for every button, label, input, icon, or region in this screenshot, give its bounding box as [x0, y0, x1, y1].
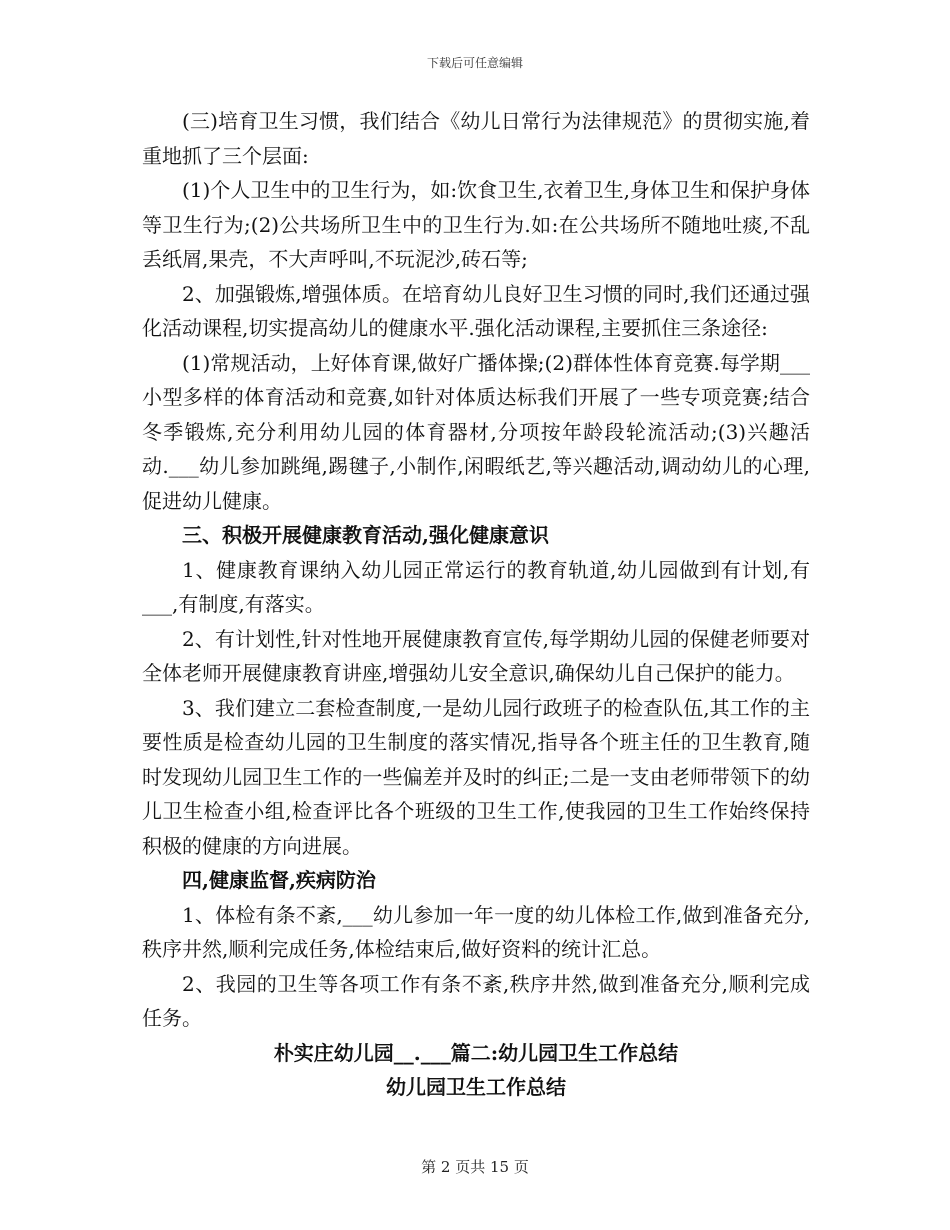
- document-body: [142, 104, 810, 1105]
- paragraph-inspection-system: 3、我们建立二套检查制度,一是幼儿园行政班子的检查队伍,其工作的主要性质是检查幼儿园的卫生制度的落实情况,指导各个班主任的卫生教育,随时发现幼儿园卫生工作的一些偏差并及时的纠正;二是一支由老师带领下的幼儿卫生检查小组,检查评比各个班级的卫生工作,使我园的卫生工作始终保持积极的健康的方向进展。: [142, 695, 810, 858]
- paragraph-physical-exam: 1、体检有条不紊,___幼儿参加一年一度的幼儿体检工作,做到准备充分,秩序井然,顺利完成任务,体检结束后,做好资料的统计汇总。: [142, 902, 810, 961]
- paragraph-exercise: 2、加强锻炼,增强体质。在培育幼儿良好卫生习惯的同时,我们还通过强化活动课程,切实提高幼儿的健康水平.强化活动课程,主要抓住三条途径:: [142, 281, 810, 340]
- part-two-title: 朴实庄幼儿园__.___篇二:幼儿园卫生工作总结: [273, 1040, 679, 1065]
- section-heading-health-education: 三、积极开展健康教育活动,强化健康意识: [182, 523, 549, 547]
- section-heading-health-supervision: 四,健康监督,疾病防治: [182, 868, 376, 892]
- paragraph-orderly-work: 2、我园的卫生等各项工作有条不紊,秩序井然,做到准备充分,顺利完成任务。: [142, 971, 810, 1030]
- paragraph-education-publicity: 2、有计划性,针对性地开展健康教育宣传,每学期幼儿园的保健老师要对全体老师开展健康教育讲座,增强幼儿安全意识,确保幼儿自己保护的能力。: [142, 626, 810, 685]
- paragraph-education-curriculum: 1、健康教育课纳入幼儿园正常运行的教育轨道,幼儿园做到有计划,有___,有制度,有落实。: [142, 557, 810, 616]
- summary-title: 幼儿园卫生工作总结: [386, 1075, 566, 1099]
- paragraph-hygiene-habits: (三)培育卫生习惯，我们结合《幼儿日常行为法律规范》的贯彻实施,着重地抓了三个层面:: [142, 109, 810, 168]
- paragraph-personal-public-hygiene: (1)个人卫生中的卫生行为，如:饮食卫生,衣着卫生,身体卫生和保护身体等卫生行为;(2)公共场所卫生中的卫生行为.如:在公共场所不随地吐痰,不乱丢纸屑,果壳，不大声呼叫,不玩泥沙,砖石等;: [142, 178, 810, 271]
- page-number: 第 2 页共 15 页: [421, 1158, 529, 1176]
- page-header-note: 下载后可任意编辑: [426, 56, 523, 70]
- paragraph-activity-routes: (1)常规活动，上好体育课,做好广播体操;(2)群体性体育竞赛.每学期___小型多样的体育活动和竞赛,如针对体质达标我们开展了一些专项竞赛;结合冬季锻炼,充分利用幼儿园的体育器材,分项按年龄段轮流活动;(3)兴趣活动.___幼儿参加跳绳,踢毽子,小制作,闲暇纸艺,等兴趣活动,调动幼儿的心理,促进幼儿健康。: [142, 350, 810, 513]
